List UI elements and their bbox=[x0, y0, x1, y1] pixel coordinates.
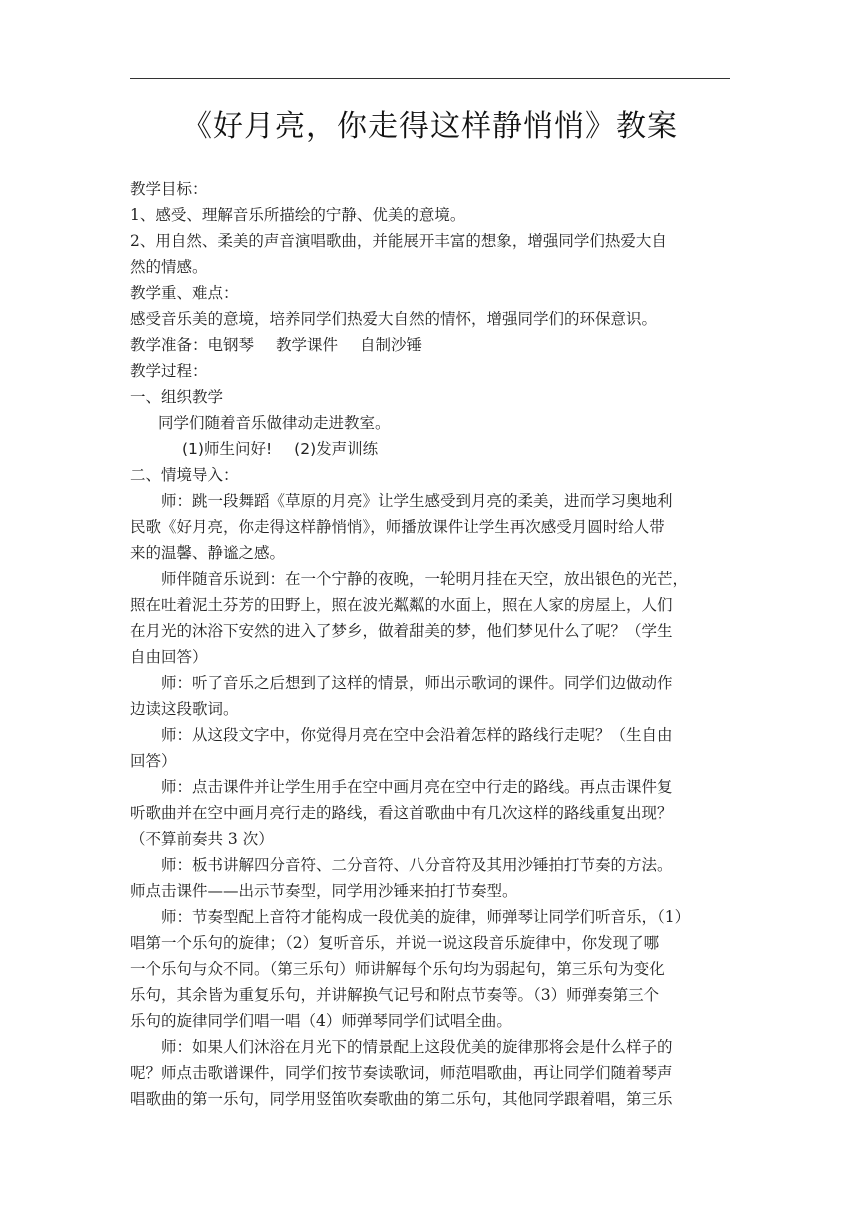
paragraph-line: 一个乐句与众不同。（第三乐句）师讲解每个乐句均为弱起句，第三乐句为变化 bbox=[130, 960, 665, 978]
paragraph-line: 边读这段歌词。 bbox=[130, 700, 239, 718]
paragraph-line: 民歌《好月亮，你走得这样静悄悄》，师播放课件让学生再次感受月圆时给人带 bbox=[130, 518, 665, 536]
lesson-paragraph bbox=[130, 722, 730, 774]
preparation-item: 电钢琴 bbox=[207, 336, 255, 354]
paragraph-line: 师：跳一段舞蹈《草原的月亮》让学生感受到月亮的柔美，进而学习奥地利 bbox=[161, 492, 673, 510]
objective-2-continued: 然的情感。 bbox=[130, 258, 208, 276]
lesson-paragraph bbox=[130, 566, 730, 670]
paragraph-line: 照在吐着泥土芬芳的田野上，照在波光粼粼的水面上，照在人家的房屋上，人们 bbox=[130, 596, 673, 614]
paragraph-line: 在月光的沐浴下安然的进入了梦乡，做着甜美的梦，他们梦见什么了呢？（学生 bbox=[130, 622, 673, 640]
preparation-item: 教学课件 bbox=[276, 336, 339, 354]
process-heading: 教学过程： bbox=[130, 362, 208, 380]
document-body bbox=[130, 176, 730, 1112]
paragraph-line: 师点击课件——出示节奏型，同学用沙锤来拍打节奏型。 bbox=[130, 882, 518, 900]
lesson-paragraph bbox=[130, 904, 730, 1034]
objective-2: 2、用自然、柔美的声音演唱歌曲，并能展开丰富的想象，增强同学们热爱大自 bbox=[130, 232, 667, 250]
paragraph-line: 来的温馨、静谧之感。 bbox=[130, 544, 286, 562]
paragraph-line: 师：如果人们沐浴在月光下的情景配上这段优美的旋律那将会是什么样子的 bbox=[161, 1038, 673, 1056]
header-rule bbox=[130, 78, 730, 79]
paragraph-line: 回答） bbox=[130, 752, 177, 770]
paragraph-line: 师：节奏型配上音符才能构成一段优美的旋律，师弹琴让同学们听音乐，（1） bbox=[161, 908, 691, 926]
lesson-paragraph bbox=[130, 774, 730, 852]
preparation-label: 教学准备： bbox=[130, 336, 208, 354]
paragraph-line: （不算前奏共 3 次） bbox=[130, 830, 274, 848]
preparation-line bbox=[130, 332, 730, 358]
preparation-item: 自制沙锤 bbox=[360, 336, 423, 354]
key-points-text: 感受音乐美的意境，培养同学们热爱大自然的情怀，增强同学们的环保意识。 bbox=[130, 310, 658, 328]
section-2-heading: 二、情境导入： bbox=[130, 466, 239, 484]
paragraph-line: 师：从这段文字中，你觉得月亮在空中会沿着怎样的路线行走呢？（生自由 bbox=[161, 726, 673, 744]
paragraph-line: 乐句的旋律同学们唱一唱（4）师弹琴同学们试唱全曲。 bbox=[130, 1012, 512, 1030]
objectives-heading: 教学目标： bbox=[130, 180, 208, 198]
objective-1: 1、感受、理解音乐所描绘的宁静、优美的意境。 bbox=[130, 206, 466, 224]
greeting-item: (1)师生问好! bbox=[182, 440, 273, 458]
lesson-paragraph bbox=[130, 670, 730, 722]
section-1-heading: 一、组织教学 bbox=[130, 388, 224, 406]
section-1-items bbox=[130, 436, 730, 462]
vocal-training-item: (2)发声训练 bbox=[294, 440, 379, 458]
lesson-paragraphs bbox=[130, 488, 730, 1112]
paragraph-line: 听歌曲并在空中画月亮行走的路线，看这首歌曲中有几次这样的路线重复出现？ bbox=[130, 804, 673, 822]
lesson-paragraph bbox=[130, 488, 730, 566]
section-1-line: 同学们随着音乐做律动走进教室。 bbox=[158, 414, 391, 432]
paragraph-line: 自由回答） bbox=[130, 648, 208, 666]
paragraph-line: 乐句，其余皆为重复乐句，并讲解换气记号和附点节奏等。（3）师弹奏第三个 bbox=[130, 986, 660, 1004]
paragraph-line: 呢？师点击歌谱课件，同学们按节奏读歌词，师范唱歌曲，再让同学们随着琴声 bbox=[130, 1064, 673, 1082]
paragraph-line: 唱歌曲的第一乐句，同学用竖笛吹奏歌曲的第二乐句，其他同学跟着唱，第三乐 bbox=[130, 1090, 673, 1108]
paragraph-line: 师：点击课件并让学生用手在空中画月亮在空中行走的路线。再点击课件复 bbox=[161, 778, 673, 796]
paragraph-line: 师：听了音乐之后想到了这样的情景，师出示歌词的课件。同学们边做动作 bbox=[161, 674, 673, 692]
lesson-paragraph bbox=[130, 852, 730, 904]
paragraph-line: 唱第一个乐句的旋律；（2）复听音乐，并说一说这段音乐旋律中，你发现了哪 bbox=[130, 934, 660, 952]
paragraph-line: 师伴随音乐说到：在一个宁静的夜晚，一轮明月挂在天空，放出银色的光芒， bbox=[161, 570, 689, 588]
document-title: 《好月亮，你走得这样静悄悄》教案 bbox=[182, 109, 678, 144]
paragraph-line: 师：板书讲解四分音符、二分音符、八分音符及其用沙锤拍打节奏的方法。 bbox=[161, 856, 673, 874]
lesson-paragraph bbox=[130, 1034, 730, 1112]
key-points-heading: 教学重、难点： bbox=[130, 284, 239, 302]
